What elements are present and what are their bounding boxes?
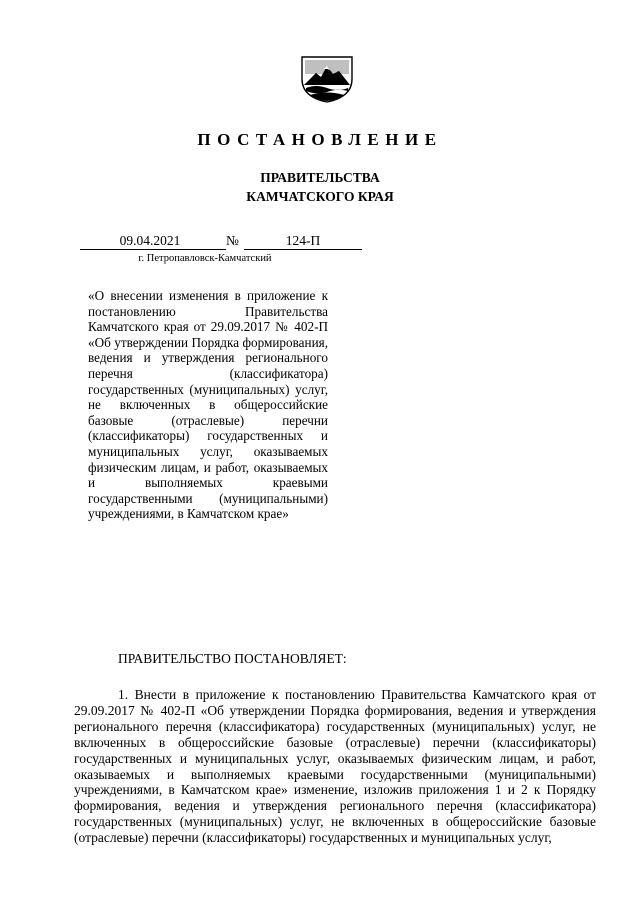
- issuing-authority: [0, 168, 640, 206]
- body-paragraph-1: 1. Внести в приложение к постановлению Правительства Камчатского края от 29.09.2017 № 402-П «Об утверждении Порядка формирования, ведения и утверждения регионального перечня (классификатора) государственных (муниципальных) услуг, не включенных в общероссийские базовые (отраслевые) перечни (классификаторы) государственных и муниципальных услуг, оказываемых физическим лицам, и работ, оказываемых и выполняемых краевыми государственными (муниципальными) учреждениями, в Камчатском крае» изменение, изложив приложения 1 и 2 к Порядку формирования, ведения и утверждения регионального перечня (классификатора) государственных (муниципальных) услуг, не включенных в общероссийские базовые (отраслевые) перечни (классификаторы) государственных и муниципальных услуг,: [74, 687, 596, 846]
- authority-line-2: КАМЧАТСКОГО КРАЯ: [246, 189, 394, 204]
- city: г. Петропавловск-Камчатский: [138, 253, 272, 264]
- document-number: 124-П: [244, 233, 362, 250]
- kamchatka-coat-of-arms-icon: [296, 55, 358, 103]
- document-subject: «О внесении изменения в приложение к постановлению Правительства Камчатского края от 29.09.2017 № 402-П «Об утверждении Порядка формирования, ведения и утверждения регионального перечня (классификатора) государственных (муниципальных) услуг, не включенных в общероссийские базовые (отраслевые) перечни (классификаторы) государственных и муниципальных услуг, оказываемых физическим лицам, и работ, оказываемых и выполняемых краевыми государственными (муниципальными) учреждениями, в Камчатском крае»: [88, 288, 328, 522]
- document-date: 09.04.2021: [80, 233, 226, 250]
- number-sign: №: [226, 233, 239, 248]
- authority-line-1: ПРАВИТЕЛЬСТВА: [260, 170, 380, 185]
- document-title: ПОСТАНОВЛЕНИЕ: [197, 130, 443, 149]
- decree-heading: ПРАВИТЕЛЬСТВО ПОСТАНОВЛЯЕТ:: [118, 651, 347, 666]
